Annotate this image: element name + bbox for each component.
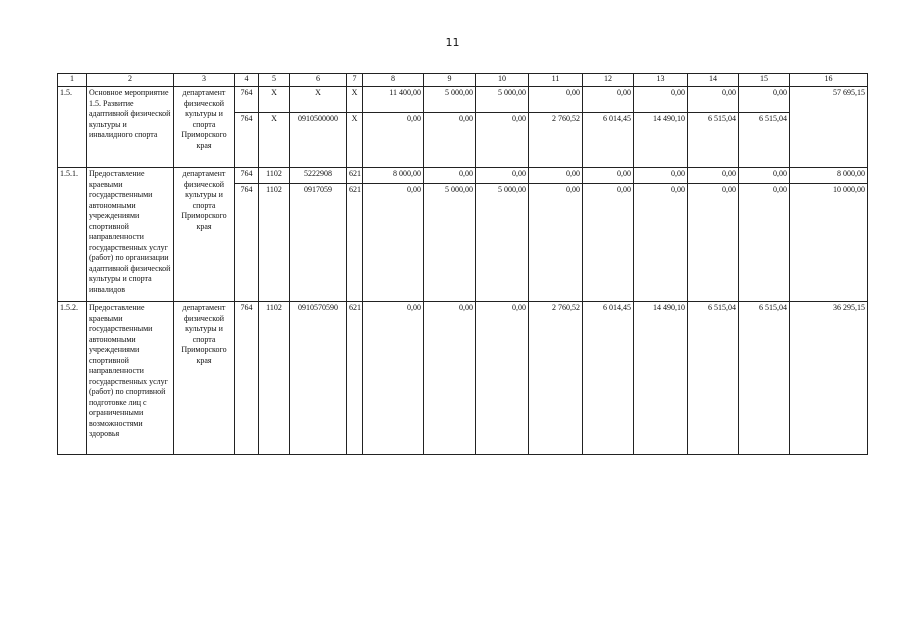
- cell-c12: 0,00: [583, 87, 634, 113]
- cell-c11: 0,00: [529, 168, 583, 184]
- row-number: 1.5.: [58, 87, 87, 168]
- cell-c14: 6 515,04: [688, 113, 739, 168]
- row-name: Предоставление краевыми государственными автономными учреждениями спортивной направленности государственных услуг (работ) по спортивной подготовке лиц с ограниченными возможностями здоровья: [87, 302, 174, 455]
- header-cell: 1: [58, 74, 87, 87]
- cell-c13: 0,00: [634, 168, 688, 184]
- cell-total: 57 695,15: [790, 87, 868, 168]
- header-cell: 2: [87, 74, 174, 87]
- header-cell: 16: [790, 74, 868, 87]
- cell-c13: 0,00: [634, 184, 688, 302]
- cell-c7: Х: [347, 87, 363, 113]
- header-cell: 12: [583, 74, 634, 87]
- cell-c6: Х: [290, 87, 347, 113]
- cell-c15: 0,00: [739, 184, 790, 302]
- cell-c14: 0,00: [688, 87, 739, 113]
- cell-c15: 0,00: [739, 168, 790, 184]
- cell-c6: 0917059: [290, 184, 347, 302]
- cell-c4: 764: [235, 87, 259, 113]
- cell-c15: 6 515,04: [739, 113, 790, 168]
- header-cell: 5: [259, 74, 290, 87]
- table-row: [58, 168, 868, 184]
- row-department: департамент физической культуры и спорта Приморского края: [174, 87, 235, 168]
- cell-c9: 0,00: [424, 302, 476, 455]
- cell-c8: 0,00: [363, 113, 424, 168]
- cell-c4: 764: [235, 113, 259, 168]
- cell-c16: 8 000,00: [790, 168, 868, 184]
- cell-c7: 621: [347, 302, 363, 455]
- row-number: 1.5.2.: [58, 302, 87, 455]
- header-cell: 3: [174, 74, 235, 87]
- cell-c8: 0,00: [363, 302, 424, 455]
- page-number: 11: [445, 36, 460, 49]
- cell-c12: 0,00: [583, 168, 634, 184]
- header-cell: 11: [529, 74, 583, 87]
- cell-c6: 0910570590: [290, 302, 347, 455]
- cell-c5: Х: [259, 113, 290, 168]
- row-department: департамент физической культуры и спорта Приморского края: [174, 168, 235, 302]
- cell-c14: 6 515,04: [688, 302, 739, 455]
- cell-c8: 0,00: [363, 184, 424, 302]
- cell-c12: 6 014,45: [583, 113, 634, 168]
- cell-c12: 0,00: [583, 184, 634, 302]
- header-cell: 14: [688, 74, 739, 87]
- cell-c10: 5 000,00: [476, 184, 529, 302]
- cell-c15: 0,00: [739, 87, 790, 113]
- cell-c8: 11 400,00: [363, 87, 424, 113]
- row-name: Предоставление краевыми государственными автономными учреждениями спортивной направленности государственных услуг (работ) по организации адаптивной физической культуры и спорта инвалидов: [87, 168, 174, 302]
- cell-c8: 8 000,00: [363, 168, 424, 184]
- cell-c9: 0,00: [424, 113, 476, 168]
- budget-table: [57, 73, 868, 455]
- cell-c4: 764: [235, 168, 259, 184]
- cell-c11: 2 760,52: [529, 302, 583, 455]
- cell-c5: 1102: [259, 168, 290, 184]
- cell-c6: 5222908: [290, 168, 347, 184]
- cell-c7: Х: [347, 113, 363, 168]
- cell-c12: 6 014,45: [583, 302, 634, 455]
- cell-c16: 10 000,00: [790, 184, 868, 302]
- cell-c5: 1102: [259, 302, 290, 455]
- cell-c9: 0,00: [424, 168, 476, 184]
- cell-c13: 14 490,10: [634, 302, 688, 455]
- header-cell: 6: [290, 74, 347, 87]
- cell-c15: 6 515,04: [739, 302, 790, 455]
- cell-c10: 0,00: [476, 113, 529, 168]
- cell-c16: 36 295,15: [790, 302, 868, 455]
- table-row: [58, 87, 868, 113]
- cell-c13: 0,00: [634, 87, 688, 113]
- header-cell: 13: [634, 74, 688, 87]
- cell-c9: 5 000,00: [424, 184, 476, 302]
- cell-c5: 1102: [259, 184, 290, 302]
- row-department: департамент физической культуры и спорта Приморского края: [174, 302, 235, 455]
- cell-c9: 5 000,00: [424, 87, 476, 113]
- cell-c4: 764: [235, 184, 259, 302]
- table-row: [58, 302, 868, 455]
- cell-c14: 0,00: [688, 184, 739, 302]
- cell-c5: Х: [259, 87, 290, 113]
- cell-c10: 0,00: [476, 302, 529, 455]
- header-cell: 9: [424, 74, 476, 87]
- header-cell: 10: [476, 74, 529, 87]
- cell-c11: 0,00: [529, 87, 583, 113]
- cell-c10: 0,00: [476, 168, 529, 184]
- cell-c10: 5 000,00: [476, 87, 529, 113]
- row-name: Основное мероприятие 1.5. Развитие адаптивной физической культуры и инвалидного спорта: [87, 87, 174, 168]
- cell-c7: 621: [347, 184, 363, 302]
- header-cell: 4: [235, 74, 259, 87]
- cell-c7: 621: [347, 168, 363, 184]
- cell-c11: 2 760,52: [529, 113, 583, 168]
- cell-c13: 14 490,10: [634, 113, 688, 168]
- header-cell: 15: [739, 74, 790, 87]
- header-row: [58, 74, 868, 87]
- cell-c4: 764: [235, 302, 259, 455]
- cell-c11: 0,00: [529, 184, 583, 302]
- cell-c14: 0,00: [688, 168, 739, 184]
- row-number: 1.5.1.: [58, 168, 87, 302]
- header-cell: 8: [363, 74, 424, 87]
- cell-c6: 0910500000: [290, 113, 347, 168]
- header-cell: 7: [347, 74, 363, 87]
